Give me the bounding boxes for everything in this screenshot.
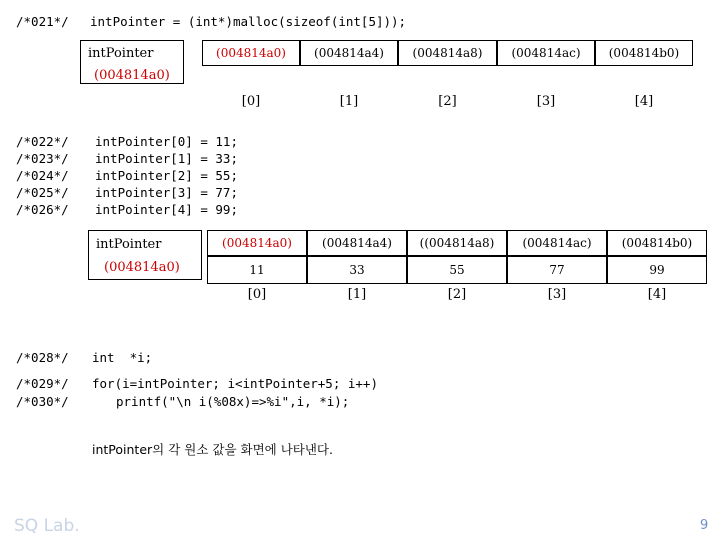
cell-value: 11	[249, 263, 265, 277]
index-label: [1]	[347, 287, 367, 302]
memory-cell-value	[307, 256, 407, 284]
memory-cell-value	[607, 256, 707, 284]
assign-statement: intPointer[0] = 11;	[95, 134, 238, 149]
memory-cell	[595, 40, 693, 66]
line-number-029: /*029*/	[16, 376, 69, 391]
malloc-statement: intPointer = (int*)malloc(sizeof(int[5]));	[90, 14, 407, 29]
memory-cell	[497, 40, 595, 66]
cell-address: ((004814a8)	[419, 236, 495, 250]
memory-cell-address	[407, 230, 507, 256]
memory-cell-address	[207, 230, 307, 256]
index-label: [2]	[438, 94, 457, 109]
line-number-026: /*026*/	[16, 202, 69, 217]
assign-statement: intPointer[4] = 99;	[95, 202, 238, 217]
memory-cell-address	[607, 230, 707, 256]
memory-cell	[300, 40, 398, 66]
declaration-statement: int *i;	[92, 350, 153, 365]
cell-value: 77	[549, 263, 565, 277]
cell-value: 33	[349, 263, 365, 277]
index-label: [3]	[547, 287, 567, 302]
cell-address: (004814a0)	[216, 46, 286, 60]
assign-statement: intPointer[2] = 55;	[95, 168, 238, 183]
cell-value: 55	[449, 263, 465, 277]
assign-statement: intPointer[1] = 33;	[95, 151, 238, 166]
index-label: [3]	[536, 94, 556, 109]
assign-statement: intPointer[3] = 77;	[95, 185, 238, 200]
memory-cell-value	[407, 256, 507, 284]
memory-cell	[202, 40, 300, 66]
cell-address: (004814ac)	[522, 236, 592, 250]
line-number-030: /*030*/	[16, 394, 69, 409]
memory-cell	[398, 40, 497, 66]
memory-cell-value	[207, 256, 307, 284]
line-number-021: /*021*/	[16, 14, 69, 29]
caption: intPointer의 각 원소 값을 화면에 나타낸다.	[92, 442, 333, 457]
for-statement: for(i=intPointer; i<intPointer+5; i++)	[92, 376, 378, 391]
line-number-022: /*022*/	[16, 134, 69, 149]
line-number-023: /*023*/	[16, 151, 69, 166]
line-number-024: /*024*/	[16, 168, 69, 183]
memory-cell-value	[507, 256, 607, 284]
cell-address: (004814b0)	[621, 236, 693, 250]
cell-address: (004814a0)	[222, 236, 292, 250]
cell-address: (004814b0)	[608, 46, 680, 60]
index-label: [0]	[241, 94, 261, 109]
pointer-label-2: intPointer	[96, 237, 162, 252]
cell-address: (004814a4)	[314, 46, 384, 60]
index-label: [0]	[247, 287, 267, 302]
index-label: [4]	[634, 94, 654, 109]
page-number: 9	[700, 518, 709, 533]
cell-address: (004814ac)	[511, 46, 581, 60]
line-number-028: /*028*/	[16, 350, 69, 365]
index-label: [2]	[447, 287, 467, 302]
index-label: [4]	[647, 287, 667, 302]
memory-cell-address	[507, 230, 607, 256]
cell-value: 99	[649, 263, 665, 277]
cell-address: (004814a4)	[322, 236, 392, 250]
index-label: [1]	[339, 94, 359, 109]
printf-statement: printf("\n i(%08x)=>%i",i, *i);	[116, 394, 350, 409]
pointer-value-2: (004814a0)	[104, 260, 180, 275]
memory-cell-address	[307, 230, 407, 256]
pointer-label-1: intPointer	[88, 46, 154, 61]
line-number-025: /*025*/	[16, 185, 69, 200]
cell-address: (004814a8)	[412, 46, 483, 60]
lab-logo: SQ Lab.	[14, 516, 80, 536]
pointer-value-1: (004814a0)	[94, 68, 170, 83]
